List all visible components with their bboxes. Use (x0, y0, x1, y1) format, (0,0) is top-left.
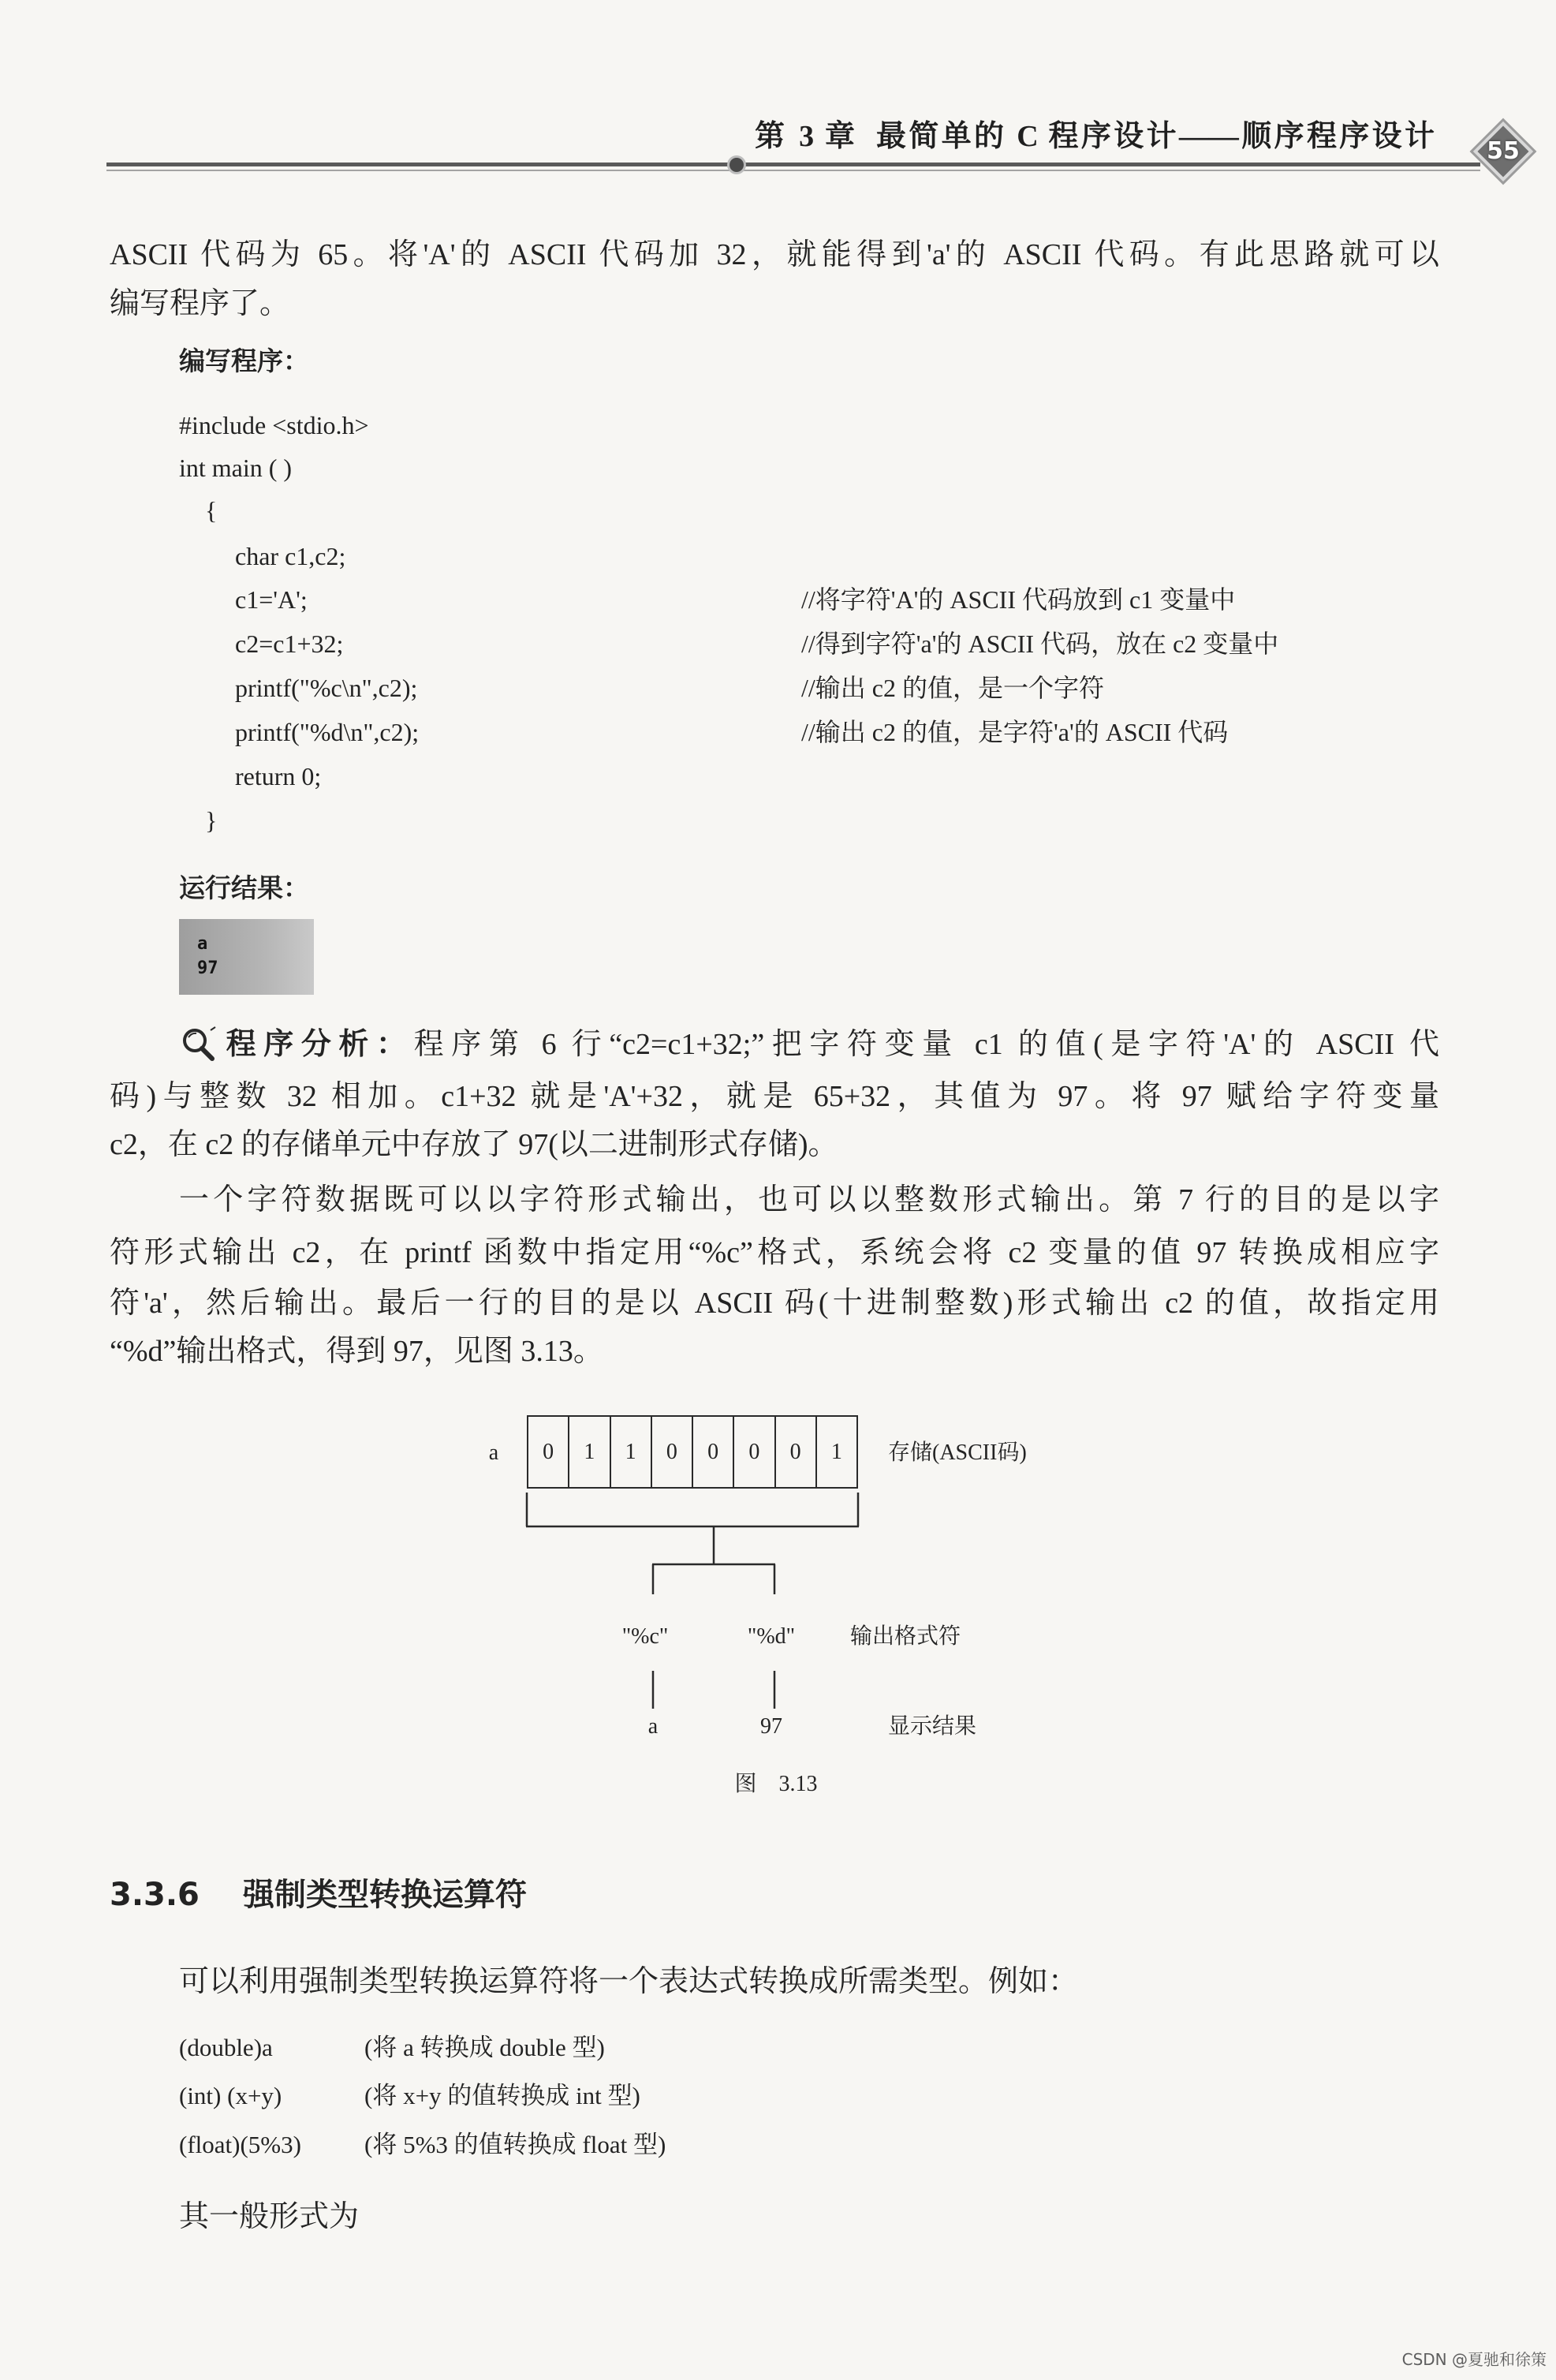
intro-line: ASCII 代码为 65。将'A'的 ASCII 代码加 32，就能得到'a'的 ASCII 代码。有此思路就可以 (110, 238, 1439, 271)
figure-char-label: a (488, 1440, 499, 1465)
display-result-number: 97 (760, 1714, 782, 1739)
code-line: return 0; (235, 762, 322, 790)
paragraph-line: 一个字符数据既可以以字符形式输出，也可以以整数形式输出。第 7 行的目的是以字 (179, 1183, 1439, 1216)
bit-cell: 0 (528, 1417, 569, 1487)
figure-storage-label: 存储(ASCII码) (888, 1440, 1027, 1465)
cast-example-expression: (int) (x+y) (179, 2082, 282, 2109)
cast-example-expression: (double)a (179, 2034, 273, 2061)
console-output-line: 97 (197, 958, 218, 978)
code-comment: //输出 c2 的值，是字符'a'的 ASCII 代码 (801, 718, 1229, 746)
code-comment: //得到字符'a'的 ASCII 代码，放在 c2 变量中 (801, 630, 1279, 658)
code-line: c2=c1+32; (235, 630, 344, 658)
chapter-number: 第 3 章 (755, 120, 855, 153)
figure-caption: 图 3.13 (734, 1772, 818, 1796)
display-result-label: 显示结果 (888, 1714, 977, 1739)
format-specifier-d: "%d" (747, 1624, 796, 1649)
header-rule-ornament (729, 158, 744, 172)
format-label: 输出格式符 (850, 1624, 961, 1649)
code-line: printf("%d\n",c2); (235, 718, 420, 746)
section-title: 强制类型转换运算符 (243, 1877, 527, 1913)
magnifier-icon (179, 1026, 218, 1062)
display-result-char: a (647, 1714, 659, 1739)
code-line: printf("%c\n",c2); (235, 674, 418, 702)
page-number-badge (1472, 120, 1535, 183)
cast-example-note: (将 5%3 的值转换成 float 型) (364, 2131, 666, 2158)
paragraph-line: 符'a'，然后输出。最后一行的目的是以 ASCII 码(十进制整数)形式输出 c2 的值，故指定用 (110, 1287, 1439, 1320)
paragraph-line: 符形式输出 c2，在 printf 函数中指定用“%c”格式，系统会将 c2 变量的值 97 转换成相应字 (110, 1236, 1439, 1269)
analysis-text: 程序第 6 行“c2=c1+32;”把字符变量 c1 的值(是字符'A'的 ASCII 代 (413, 1028, 1439, 1061)
chapter-title: 最简单的 C 程序设计——顺序程序设计 (876, 120, 1435, 153)
header-rule (106, 163, 1480, 166)
code-line: int main ( ) (179, 454, 293, 482)
console-output-line: a (197, 934, 208, 954)
section-intro: 可以利用强制类型转换运算符将一个表达式转换成所需类型。例如： (179, 1965, 1079, 1998)
program-heading: 编写程序： (179, 346, 309, 376)
analysis-label: 程序分析： (218, 1026, 414, 1061)
code-comment: //输出 c2 的值，是一个字符 (801, 674, 1104, 702)
watermark: CSDN @夏驰和徐策 (1401, 2350, 1547, 2369)
analysis-first-line (179, 1026, 1439, 1062)
bit-cell: 0 (652, 1417, 693, 1487)
analysis-line: 码)与整数 32 相加。c1+32 就是'A'+32，就是 65+32，其值为 97。将 97 赋给字符变量 (110, 1080, 1439, 1113)
cast-example-note: (将 x+y 的值转换成 int 型) (364, 2082, 640, 2109)
code-line: #include <stdio.h> (179, 411, 369, 439)
bit-cell: 0 (734, 1417, 775, 1487)
console-output-box (179, 919, 314, 995)
general-form-text: 其一般形式为 (179, 2200, 360, 2233)
header-rule-shadow (106, 170, 1480, 171)
intro-line: 编写程序了。 (110, 287, 290, 320)
bit-cell: 1 (569, 1417, 610, 1487)
bit-cell: 0 (693, 1417, 734, 1487)
cast-example-note: (将 a 转换成 double 型) (364, 2034, 605, 2061)
page-number: 55 (1487, 137, 1520, 165)
bit-cell: 1 (611, 1417, 652, 1487)
bit-cell: 1 (830, 1439, 842, 1464)
code-line: } (205, 806, 218, 835)
figure-connector-lines (473, 1483, 868, 1720)
code-line: char c1,c2; (235, 542, 346, 570)
cast-example-expression: (float)(5%3) (179, 2131, 301, 2158)
run-result-heading: 运行结果： (179, 872, 309, 903)
bit-storage-row (527, 1415, 858, 1489)
analysis-line: c2，在 c2 的存储单元中存放了 97(以二进制形式存储)。 (110, 1128, 838, 1161)
code-line: { (205, 496, 218, 525)
code-line: c1='A'; (235, 585, 308, 614)
format-specifier-c: "%c" (621, 1624, 669, 1649)
bit-cell: 0 (776, 1417, 817, 1487)
code-comment: //将字符'A'的 ASCII 代码放到 c1 变量中 (801, 585, 1236, 614)
paragraph-line: “%d”输出格式，得到 97，见图 3.13。 (110, 1335, 603, 1368)
section-number: 3.3.6 (110, 1877, 200, 1913)
